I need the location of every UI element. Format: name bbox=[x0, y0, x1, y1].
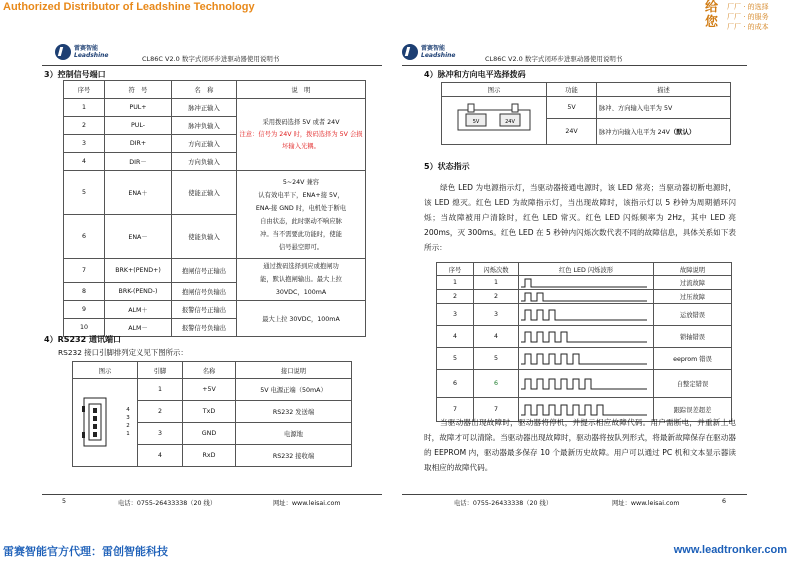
cell: 跟踪误差超差 bbox=[654, 398, 732, 422]
cell: 2 bbox=[437, 290, 474, 304]
cell: BRK-(PEND-) bbox=[105, 283, 172, 301]
website-banner: www.leadtronker.com bbox=[673, 544, 787, 556]
cell: PUL- bbox=[105, 117, 172, 135]
section-title: 4）RS232 通讯端口 bbox=[44, 335, 121, 344]
cell: 5 bbox=[64, 171, 105, 215]
rs232-connector-diagram bbox=[73, 379, 138, 467]
cell: 4 bbox=[474, 326, 519, 348]
distributor-seal bbox=[705, 0, 785, 34]
dip-switch-table bbox=[441, 82, 731, 145]
blink-pulse-train bbox=[521, 354, 647, 364]
alm-note: 最大上拉 30VDC，100mA bbox=[237, 301, 366, 337]
status-paragraph: 绿色 LED 为电源指示灯，当驱动器接通电源时，该 LED 常亮；当驱动器切断电源时，该 LED 熄灭。红色 LED 为故障指示灯，当出现故障时，该指示灯以 5 秒钟为周期循环闪烁；当故障被用户清除时，红色 LED 常灭。红色 LED 闪烁频率为 2Hz，其中 LED 亮 200ms，灭 300ms。红色 LED 在 5 秒钟内闪烁次数代表不同的故障信息，具体关系如下表所示： bbox=[424, 183, 736, 252]
page-number: 5 bbox=[62, 498, 67, 505]
cell: 24V bbox=[547, 119, 597, 145]
table-header: 红色 LED 闪烁波形 bbox=[519, 263, 654, 276]
cell: RxD bbox=[183, 445, 236, 467]
desc-text: 脉冲方向输入电平为 24V bbox=[599, 129, 670, 136]
note-line: 冲。当不需要此功能时，使能 bbox=[260, 230, 342, 238]
cell: ALM－ bbox=[105, 319, 172, 337]
cell: eeprom 错误 bbox=[654, 348, 732, 370]
cell: 7 bbox=[437, 398, 474, 422]
cell: 5 bbox=[437, 348, 474, 370]
cell: 3 bbox=[138, 423, 183, 445]
cell: 脉冲正输入 bbox=[172, 99, 237, 117]
note-line: 5~24V 兼容 bbox=[282, 178, 320, 186]
table-header: 闪烁次数 bbox=[474, 263, 519, 276]
page-number: 6 bbox=[722, 498, 727, 505]
section-title: 3）控制信号端口 bbox=[44, 70, 106, 79]
cell: 6 bbox=[64, 215, 105, 259]
warning-text: 注意：信号为 24V 时，拨码选择为 5V 会损坏输入光耦。 bbox=[239, 130, 363, 150]
footer-rule bbox=[402, 494, 747, 495]
cell: DIR+ bbox=[105, 135, 172, 153]
cell: 10 bbox=[64, 319, 105, 337]
cell: 方向负输入 bbox=[172, 153, 237, 171]
table-row bbox=[73, 379, 352, 401]
blink-waveform-cell bbox=[519, 370, 654, 398]
cell: RS232 接收端 bbox=[236, 445, 352, 467]
pin-label: 2 bbox=[126, 422, 130, 429]
cell: 自整定错误 bbox=[654, 370, 732, 398]
cell: 报警信号负输出 bbox=[172, 319, 237, 337]
cell: 2 bbox=[474, 290, 519, 304]
blink-waveform bbox=[521, 330, 647, 344]
logo-icon bbox=[402, 44, 418, 60]
brk-note bbox=[237, 259, 366, 301]
cell: RS232 发送端 bbox=[236, 401, 352, 423]
table-row bbox=[437, 348, 732, 370]
header-rule bbox=[402, 65, 747, 66]
table-header: 序号 bbox=[437, 263, 474, 276]
logo-cn: 雷赛智能 bbox=[74, 45, 99, 52]
cell: 脉冲、方向输入电平为 5V bbox=[597, 97, 731, 119]
seal-tag: 厂厂 · 的成本 bbox=[727, 23, 769, 31]
page-header-title: CL86C V2.0 数字式闭环步进驱动器使用说明书 bbox=[142, 55, 280, 63]
note-line: 自由状态，此时驱动不响应脉 bbox=[260, 217, 342, 225]
cell: 9 bbox=[64, 301, 105, 319]
table-row bbox=[437, 290, 732, 304]
dip-switch-diagram bbox=[442, 97, 547, 145]
cell: 锁轴错误 bbox=[654, 326, 732, 348]
cell: 报警信号正输出 bbox=[172, 301, 237, 319]
cell: PUL+ bbox=[105, 99, 172, 117]
cell: 运放错误 bbox=[654, 304, 732, 326]
cell: DIR－ bbox=[105, 153, 172, 171]
seal-text: 给 您 bbox=[705, 0, 719, 30]
cell: 3 bbox=[437, 304, 474, 326]
cell: 5V 电源正端（50mA） bbox=[236, 379, 352, 401]
cell: GND bbox=[183, 423, 236, 445]
cell: BRK+(PEND+) bbox=[105, 259, 172, 283]
cell: 脉冲负输入 bbox=[172, 117, 237, 135]
section-desc: RS232 接口引脚排列定义见下图所示： bbox=[58, 348, 188, 357]
table-header: 故障说明 bbox=[654, 263, 732, 276]
pin-label: 1 bbox=[126, 430, 130, 437]
table-header: 引脚 bbox=[138, 362, 183, 379]
cell: 抱闸信号正输出 bbox=[172, 259, 237, 283]
table-row bbox=[64, 99, 366, 117]
cell: 电源地 bbox=[236, 423, 352, 445]
cell: 1 bbox=[437, 276, 474, 290]
cell: 6 bbox=[437, 370, 474, 398]
table-row bbox=[437, 326, 732, 348]
cell: 4 bbox=[64, 153, 105, 171]
cell: 1 bbox=[474, 276, 519, 290]
blink-pulse-train bbox=[521, 310, 647, 320]
blink-waveform bbox=[521, 277, 647, 289]
blink-waveform bbox=[521, 291, 647, 303]
header-rule bbox=[42, 65, 382, 66]
rs232-table bbox=[72, 361, 352, 467]
note-line: 30VDC，100mA bbox=[275, 289, 327, 296]
blink-waveform bbox=[521, 377, 647, 391]
table-header: 接口说明 bbox=[236, 362, 352, 379]
note-line: 能，默认抱闸输出。最大上拉 bbox=[260, 276, 342, 283]
footer-website: 网址：www.leisai.com bbox=[273, 500, 341, 507]
dip-switch-icon bbox=[452, 102, 536, 138]
logo-en: Leadshine bbox=[74, 52, 109, 59]
pin-labels bbox=[126, 406, 130, 438]
table-header: 符 号 bbox=[105, 81, 172, 99]
cell: 2 bbox=[64, 117, 105, 135]
table-header: 图示 bbox=[442, 83, 547, 97]
cell: TxD bbox=[183, 401, 236, 423]
note-line: ENA-接 GND 时，电机处于断电 bbox=[255, 204, 347, 212]
pin-label: 4 bbox=[126, 406, 130, 413]
section-title: 5）状态指示 bbox=[424, 162, 470, 171]
footer-phone: 电话：0755-26433338（20 线） bbox=[454, 500, 553, 507]
note-text: 采用拨码选择 5V 或者 24V bbox=[262, 118, 340, 126]
cell: 过压故障 bbox=[654, 290, 732, 304]
table-row bbox=[437, 304, 732, 326]
table-row bbox=[442, 97, 731, 119]
cell: 过流故障 bbox=[654, 276, 732, 290]
table-header: 名 称 bbox=[172, 81, 237, 99]
logo-cn: 雷赛智能 bbox=[421, 45, 446, 52]
cell: 3 bbox=[474, 304, 519, 326]
dip-label-5v: 5V bbox=[472, 118, 480, 125]
table-row bbox=[437, 276, 732, 290]
table-row bbox=[437, 370, 732, 398]
blink-waveform-cell bbox=[519, 276, 654, 290]
fault-paragraph: 当驱动器出现故障时，驱动器将停机，并提示相应故障代码。用户需断电，并重新上电时，故障才可以清除。当驱动器出现故障时，驱动器将按队列形式，将最新故障保存在驱动器的 EEPROM 内，驱动器最多保存 10 个最新历史故障。用户可以通过 PC 机和文本显示器读取相应的故障代码。 bbox=[424, 418, 736, 472]
footer-rule bbox=[42, 494, 382, 495]
rs232-connector-icon bbox=[80, 392, 124, 452]
cell: ENA－ bbox=[105, 215, 172, 259]
table-row bbox=[64, 259, 366, 283]
seal-tag: 厂厂 · 的服务 bbox=[727, 13, 769, 21]
blink-pulse-train bbox=[521, 279, 647, 287]
pin-label: 3 bbox=[126, 414, 130, 421]
logo-en: Leadshine bbox=[421, 52, 456, 59]
cell: ENA＋ bbox=[105, 171, 172, 215]
footer-website: 网址：www.leisai.com bbox=[612, 500, 680, 507]
blink-waveform-cell bbox=[519, 290, 654, 304]
logo-icon bbox=[55, 44, 71, 60]
cell: 3 bbox=[64, 135, 105, 153]
note-line: 认有效电平下，ENA+接 5V， bbox=[258, 191, 344, 199]
table-header: 序号 bbox=[64, 81, 105, 99]
blink-waveform-cell bbox=[519, 326, 654, 348]
cell: 5 bbox=[474, 348, 519, 370]
cell: 1 bbox=[138, 379, 183, 401]
table-header: 描述 bbox=[597, 83, 731, 97]
cell: 4 bbox=[138, 445, 183, 467]
dip-label-24v: 24V bbox=[505, 118, 515, 125]
page-header-title: CL86C V2.0 数字式闭环步进驱动器使用说明书 bbox=[485, 55, 623, 63]
leadshine-logo bbox=[402, 44, 455, 60]
note-line: 通过拨码选择到应或抱闸功 bbox=[263, 263, 339, 270]
cell: 方向正输入 bbox=[172, 135, 237, 153]
table-header: 说 明 bbox=[237, 81, 366, 99]
cell: 4 bbox=[437, 326, 474, 348]
cell: +5V bbox=[183, 379, 236, 401]
cell: 7 bbox=[474, 398, 519, 422]
blink-pulse-train bbox=[521, 405, 647, 415]
cell: 抱闸信号负输出 bbox=[172, 283, 237, 301]
distributor-banner: Authorized Distributor of Leadshine Technology bbox=[3, 1, 255, 13]
cell: 使能负输入 bbox=[172, 215, 237, 259]
blink-pulse-train bbox=[521, 332, 647, 342]
cell: 7 bbox=[64, 259, 105, 283]
section-title: 4）脉冲和方向电平选择拨码 bbox=[424, 70, 526, 79]
default-marker: （默认） bbox=[670, 129, 696, 136]
cell: 2 bbox=[138, 401, 183, 423]
seal-tag: 厂厂 · 的选择 bbox=[727, 3, 769, 11]
table-header: 名称 bbox=[183, 362, 236, 379]
table-row bbox=[64, 301, 366, 319]
cell: 5V bbox=[547, 97, 597, 119]
cell: 使能正输入 bbox=[172, 171, 237, 215]
blink-waveform bbox=[521, 352, 647, 366]
blink-waveform-cell bbox=[519, 348, 654, 370]
blink-pulse-train bbox=[521, 379, 647, 389]
leadshine-logo bbox=[55, 44, 108, 60]
footer-phone: 电话：0755-26433338（20 线） bbox=[118, 500, 217, 507]
blink-pulse-train bbox=[521, 293, 647, 301]
table-header: 功能 bbox=[547, 83, 597, 97]
ena-note bbox=[237, 171, 366, 259]
led-fault-table bbox=[436, 262, 732, 422]
cell: 1 bbox=[64, 99, 105, 117]
cell: 8 bbox=[64, 283, 105, 301]
blink-waveform-cell bbox=[519, 304, 654, 326]
pul-dir-note bbox=[237, 99, 366, 171]
agent-banner: 雷赛智能官方代理：雷创智能科技 bbox=[3, 545, 168, 558]
signal-table bbox=[63, 80, 366, 337]
cell: 6 bbox=[474, 370, 519, 398]
cell: ALM＋ bbox=[105, 301, 172, 319]
table-row bbox=[64, 171, 366, 215]
note-line: 信号悬空即可。 bbox=[278, 243, 324, 251]
table-header: 图示 bbox=[73, 362, 138, 379]
cell bbox=[597, 119, 731, 145]
blink-waveform bbox=[521, 308, 647, 322]
